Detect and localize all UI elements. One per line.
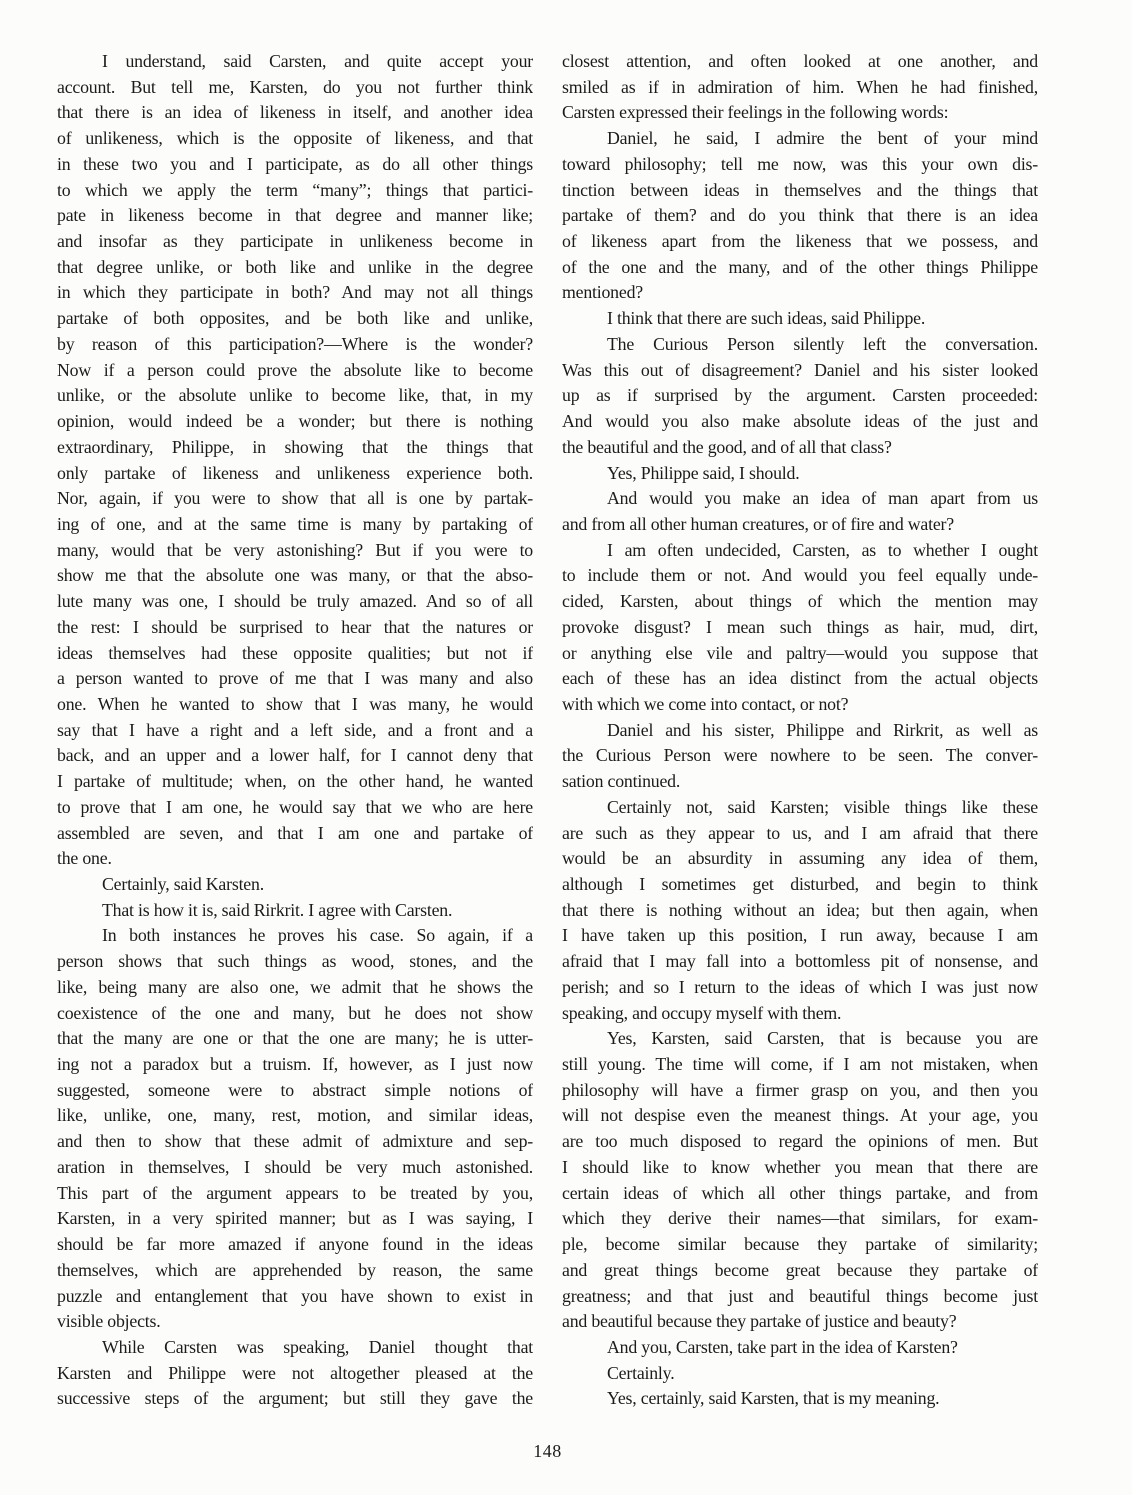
text-line: the Curious Person were nowhere to be seen. The conver- (562, 745, 1038, 766)
text-line: person shows that such things as wood, stones, and the (57, 951, 533, 972)
text-line: unlike, or the absolute unlike to become like, that, in my (57, 385, 533, 406)
text-line: And would you also make absolute ideas of the just and (562, 411, 1038, 432)
text-line: opinion, would indeed be a wonder; but there is nothing (57, 411, 533, 432)
text-line: still young. The time will come, if I am not mistaken, when (562, 1054, 1038, 1075)
text-line: Karsten and Philippe were not altogether pleased at the (57, 1362, 533, 1383)
text-line: tinction between ideas in themselves and the things that (562, 179, 1038, 200)
text-line: themselves, which are apprehended by reason, the same (57, 1259, 533, 1280)
text-line: many, would that be very astonishing? But if you were to (57, 539, 533, 560)
text-line: of likeness apart from the likeness that we possess, and (562, 231, 1038, 252)
text-line: to include them or not. And would you feel equally unde- (562, 565, 1038, 586)
text-line: The Curious Person silently left the conversation. (607, 333, 1038, 354)
text-line: I understand, said Carsten, and quite accept your (102, 51, 533, 71)
text-line: provoke disgust? I mean such things as hair, mud, dirt, (562, 616, 1038, 637)
text-line: are too much disposed to regard the opinions of men. But (562, 1131, 1038, 1152)
text-line: I think that there are such ideas, said Philippe. (607, 308, 926, 329)
text-line: lute many was one, I should be truly amazed. And so of all (57, 591, 533, 612)
right-column (562, 49, 1038, 1412)
text-line: ideas themselves had these opposite qualities; but not if (57, 642, 533, 663)
text-line: pate in likeness become in that degree and manner like; (57, 205, 533, 226)
text-line: And would you make an idea of man apart from us (607, 488, 1038, 509)
text-line: This part of the argument appears to be treated by you, (57, 1182, 533, 1203)
text-line: or anything else vile and paltry—would you suppose that (562, 642, 1038, 663)
text-line: the beautiful and the good, and of all that class? (562, 436, 892, 457)
text-line: each of these has an idea distinct from the actual objects (562, 668, 1038, 689)
text-line: afraid that I may fall into a bottomless pit of nonsense, and (562, 951, 1038, 972)
text-line: Yes, Karsten, said Carsten, that is because you are (607, 1028, 1038, 1049)
text-line: the one. (57, 848, 112, 869)
text-line: and then to show that these admit of admixture and sep- (57, 1131, 533, 1152)
text-line: In both instances he proves his case. So again, if a (102, 925, 533, 946)
text-line: one. When he wanted to show that I was many, he would (57, 693, 533, 714)
text-line: of unlikeness, which is the opposite of likeness, and that (57, 128, 533, 149)
text-line: I am often undecided, Carsten, as to whether I ought (607, 539, 1038, 560)
text-columns (57, 49, 1038, 1412)
text-line: say that I have a right and a left side, and a front and a (57, 719, 533, 740)
text-line: in these two you and I participate, as do all other things (57, 153, 533, 174)
text-line: the rest: I should be surprised to hear that the natures or (57, 616, 533, 637)
text-line: I partake of multitude; when, on the other hand, he wanted (57, 771, 533, 792)
text-line: While Carsten was speaking, Daniel thought that (102, 1336, 533, 1357)
text-line: of the one and the many, and of the other things Philippe (562, 256, 1038, 277)
text-line: that there is an idea of likeness in itself, and another idea (57, 102, 533, 123)
text-line: suggested, someone were to abstract simple notions of (57, 1079, 533, 1100)
text-line: back, and an upper and a lower half, for I cannot deny that (57, 745, 533, 766)
text-line: partake of them? and do you think that there is an idea (562, 205, 1038, 226)
text-line: ple, become similar because they partake of similarity; (562, 1234, 1038, 1255)
text-line: Certainly. (607, 1362, 675, 1383)
text-line: by reason of this participation?—Where is the wonder? (57, 333, 533, 354)
text-line: and great things become great because they partake of (562, 1259, 1038, 1280)
text-line: speaking, and occupy myself with them. (562, 1002, 842, 1023)
text-line: smiled as if in admiration of him. When he had finished, (562, 76, 1038, 97)
text-line: mentioned? (562, 282, 643, 303)
text-line: to prove that I am one, he would say that we who are here (57, 796, 533, 817)
text-line: and insofar as they participate in unlikeness become in (57, 231, 533, 252)
text-line: to which we apply the term “many”; things that partici- (57, 179, 533, 200)
text-line: ing of one, and at the same time is many by partaking of (57, 513, 533, 534)
text-line: should be far more amazed if anyone found in the ideas (57, 1234, 533, 1255)
text-line: ing not a paradox but a truism. If, however, as I just now (57, 1054, 533, 1075)
text-line: only partake of likeness and unlikeness experience both. (57, 462, 533, 483)
text-line: would be an absurdity in assuming any idea of them, (562, 848, 1038, 869)
text-line: Certainly not, said Karsten; visible things like these (607, 796, 1038, 817)
text-line: Yes, certainly, said Karsten, that is my meaning. (607, 1388, 940, 1409)
text-line: are such as they appear to us, and I am afraid that there (562, 822, 1038, 843)
text-line: like, being many are also one, we admit that he shows the (57, 976, 533, 997)
text-line: Now if a person could prove the absolute like to become (57, 359, 533, 380)
text-line: Yes, Philippe said, I should. (607, 462, 800, 483)
text-line: aration in themselves, I should be very much astonished. (57, 1156, 533, 1177)
text-line: visible objects. (57, 1311, 161, 1332)
text-line: philosophy will have a firmer grasp on you, and then you (562, 1079, 1038, 1100)
text-line: Daniel, he said, I admire the bent of your mind (607, 128, 1038, 149)
text-line: certain ideas of which all other things partake, and from (562, 1182, 1038, 1203)
text-line: and from all other human creatures, or of fire and water? (562, 513, 954, 534)
text-line: account. But tell me, Karsten, do you not further think (57, 76, 533, 97)
text-line: will not despise even the meanest things. At your age, you (562, 1105, 1038, 1126)
text-line: although I sometimes get disturbed, and begin to think (562, 874, 1038, 894)
text-line: Nor, again, if you were to show that all is one by partak- (57, 488, 533, 509)
text-line: coexistence of the one and many, but he does not show (57, 1002, 533, 1023)
text-line: I have taken up this position, I run away, because I am (562, 925, 1038, 946)
text-line: like, unlike, one, many, rest, motion, and similar ideas, (57, 1105, 533, 1126)
text-line: partake of both opposites, and be both like and unlike, (57, 308, 533, 329)
text-line: that degree unlike, or both like and unlike in the degree (57, 256, 533, 277)
text-line: That is how it is, said Rirkrit. I agree with Carsten. (102, 899, 453, 920)
text-line: Daniel and his sister, Philippe and Rirkrit, as well as (607, 719, 1038, 740)
text-line: greatness; and that just and beautiful things become just (562, 1285, 1038, 1306)
text-line: with which we come into contact, or not? (562, 693, 849, 714)
text-line: Was this out of disagreement? Daniel and his sister looked (562, 359, 1038, 380)
text-line: Karsten, in a very spirited manner; but as I was saying, I (57, 1208, 533, 1229)
text-line: that there is nothing without an idea; but then again, when (562, 899, 1038, 920)
text-line: And you, Carsten, take part in the idea of Karsten? (607, 1336, 958, 1357)
text-line: in which they participate in both? And may not all things (57, 282, 533, 303)
text-line: show me that the absolute one was many, or that the abso- (57, 565, 533, 586)
text-line: Carsten expressed their feelings in the following words: (562, 102, 949, 123)
text-line: I should like to know whether you mean that there are (562, 1156, 1038, 1177)
text-line: toward philosophy; tell me now, was this your own dis- (562, 153, 1038, 174)
text-line: perish; and so I return to the ideas of which I was just now (562, 976, 1038, 997)
text-line: which they derive their names—that similars, for exam- (562, 1208, 1038, 1229)
text-line: closest attention, and often looked at one another, and (562, 51, 1038, 71)
text-line: a person wanted to prove of me that I was many and also (57, 668, 533, 689)
text-line: assembled are seven, and that I am one and partake of (57, 822, 533, 843)
text-line: up as if surprised by the argument. Carsten proceeded: (562, 385, 1038, 406)
text-line: extraordinary, Philippe, in showing that the things that (57, 436, 533, 457)
text-line: sation continued. (562, 771, 681, 792)
text-line: successive steps of the argument; but still they gave the (57, 1388, 533, 1409)
text-line: Certainly, said Karsten. (102, 874, 264, 894)
text-line: cided, Karsten, about things of which the mention may (562, 591, 1038, 612)
page-number: 148 (533, 1441, 562, 1461)
left-column (57, 49, 533, 1412)
text-line: that the many are one or that the one are many; he is utter- (57, 1028, 533, 1049)
text-line: and beautiful because they partake of justice and beauty? (562, 1311, 957, 1332)
text-line: puzzle and entanglement that you have shown to exist in (57, 1285, 533, 1306)
